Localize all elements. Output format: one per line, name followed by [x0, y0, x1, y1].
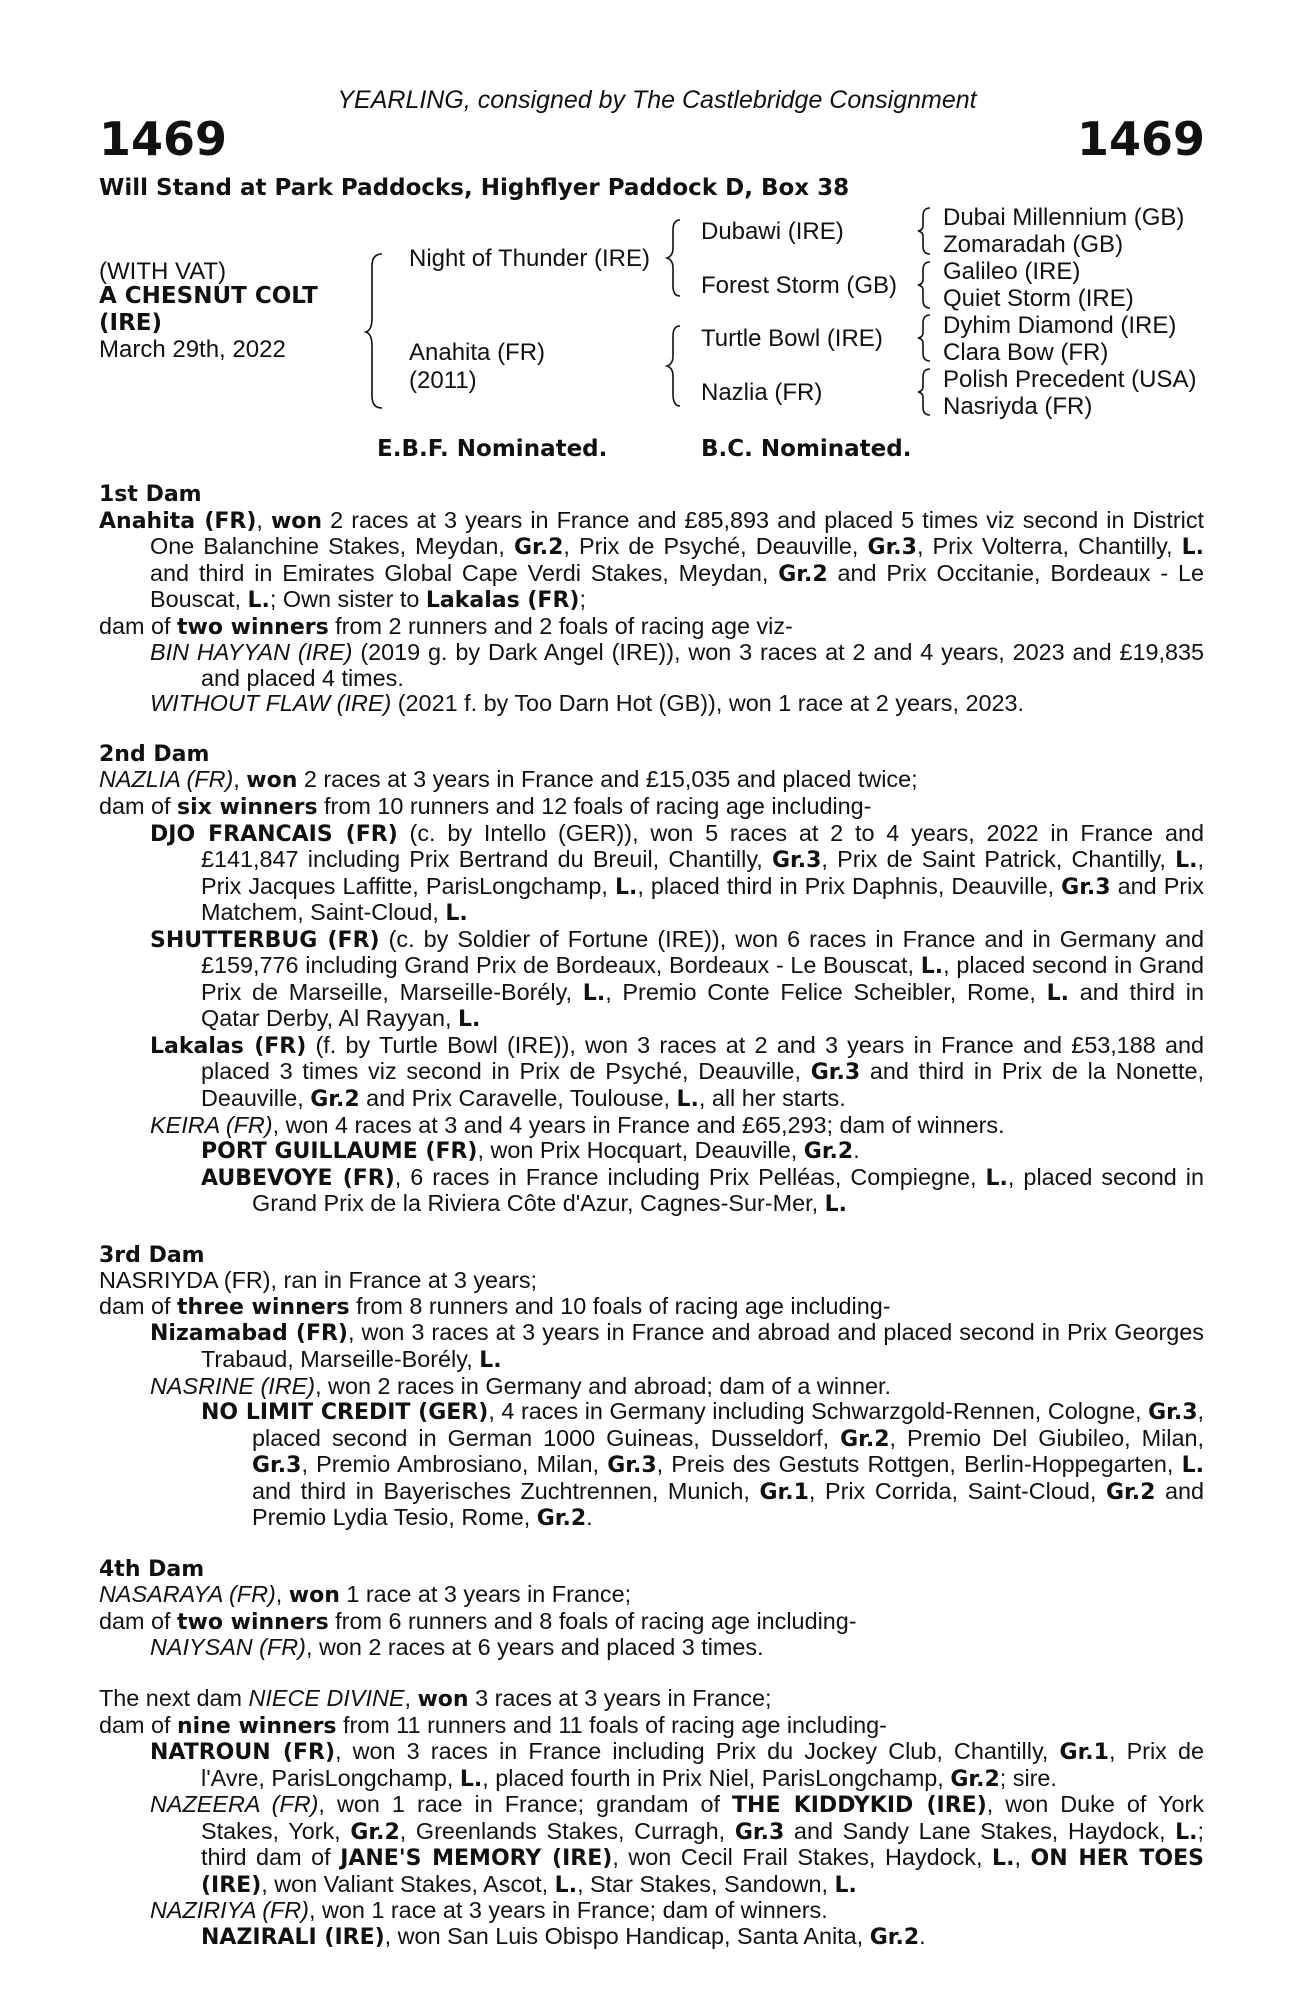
dam-record: NASRIYDA (FR), ran in France at 3 years;: [99, 1267, 538, 1294]
progeny-entry: Nizamabad (FR), won 3 races at 3 years in France and abroad and placed second in Prix Georges Trabaud, Marseille-Borély, L.: [150, 1319, 1204, 1373]
dam-record: The next dam NIECE DIVINE, won 3 races at 3 years in France;: [99, 1684, 772, 1712]
dam-record: NASARAYA (FR), won 1 race at 3 years in France;: [99, 1581, 632, 1609]
dam-name: Anahita (FR): [99, 508, 257, 534]
ggp-3: Galileo (IRE): [943, 258, 1081, 285]
dam-of-line: dam of three winners from 8 runners and 10 foals of racing age including-: [99, 1292, 891, 1320]
second-dam-section: [99, 742, 1204, 1218]
sire-name: Night of Thunder (IRE): [409, 245, 650, 272]
section-heading: 1st Dam: [99, 482, 202, 507]
bc-nomination: B.C. Nominated.: [701, 436, 912, 462]
ggp-8: Nasriyda (FR): [943, 393, 1093, 420]
dam-of-line: dam of two winners from 2 runners and 2 foals of racing age viz-: [99, 612, 793, 640]
fourth-dam-section: [99, 1557, 1204, 1661]
catalogue-body: [99, 482, 1204, 1950]
progeny-entry: NATROUN (FR), won 3 races in France including Prix du Jockey Club, Chantilly, Gr.1, Prix de l'Avre, ParisLongchamp, L., placed fourth in Prix Niel, ParisLongchamp, Gr.2; sire.: [150, 1738, 1204, 1792]
ggp-bracket-4: [917, 367, 935, 417]
sire-dam: Forest Storm (GB): [701, 272, 898, 299]
sire-line-bracket: [666, 218, 686, 298]
dam-of-line: dam of nine winners from 11 runners and 11 foals of racing age including-: [99, 1711, 887, 1739]
dam-of-line: dam of six winners from 10 runners and 12 foals of racing age including-: [99, 793, 872, 821]
section-heading: 2nd Dam: [99, 741, 210, 767]
stand-location: Will Stand at Park Paddocks, Highflyer Paddock D, Box 38: [99, 175, 850, 201]
sire-sire: Dubawi (IRE): [701, 218, 844, 245]
vat-status: (WITH VAT): [99, 258, 227, 285]
ggp-1: Dubai Millennium (GB): [943, 204, 1185, 231]
progeny-entry: NAZIRALI (IRE), won San Luis Obispo Handicap, Santa Anita, Gr.2.: [201, 1922, 926, 1950]
ggp-5: Dyhim Diamond (IRE): [943, 312, 1177, 339]
dam-sire: Turtle Bowl (IRE): [701, 325, 883, 352]
progeny-entry: NAIYSAN (FR), won 2 races at 6 years and placed 3 times.: [150, 1634, 764, 1661]
progeny-entry: AUBEVOYE (FR), 6 races in France including Prix Pelléas, Compiegne, L., placed second in Grand Prix de la Riviera Côte d'Azur, Cagnes-Sur-Mer, L.: [201, 1163, 1205, 1218]
ggp-6: Clara Bow (FR): [943, 339, 1109, 366]
ggp-bracket-3: [917, 313, 935, 363]
section-heading: 4th Dam: [99, 1556, 205, 1582]
ebf-nomination: E.B.F. Nominated.: [377, 436, 608, 462]
progeny-entry: WITHOUT FLAW (IRE) (2021 f. by Too Darn Hot (GB)), won 1 race at 2 years, 2023.: [150, 690, 1024, 717]
dam-name: Anahita (FR): [409, 339, 546, 366]
progeny-entry: NAZIRIYA (FR), won 1 race at 3 years in France; dam of winners.: [150, 1897, 828, 1924]
dam-line-bracket: [666, 324, 686, 408]
ggp-2: Zomaradah (GB): [943, 231, 1124, 258]
first-dam-section: [99, 482, 1204, 717]
dam-record: Anahita (FR), won 2 races at 3 years in France and £85,893 and placed 5 times viz second in District One Balanchine Stakes, Meydan, Gr.2, Prix de Psyché, Deauville, Gr.3, Prix Volterra, Chantilly, L. and third in Emirates Global Cape Verdi Stakes, Meydan, Gr.2 and Prix Occitanie, Bordeaux - Le Bouscat, L.; Own sister to Lakalas (FR);: [99, 506, 1205, 614]
progeny-entry: Lakalas (FR) (f. by Turtle Bowl (IRE)), won 3 races at 2 and 3 years in France and £53,188 and placed 3 times viz second in Prix de Psyché, Deauville, Gr.3 and third in Prix de la Nonette, Deauville, Gr.2 and Prix Caravelle, Toulouse, L., all her starts.: [150, 1031, 1205, 1113]
progeny-entry: SHUTTERBUG (FR) (c. by Soldier of Fortune (IRE)), won 6 races in France and in Germany and £159,776 including Grand Prix de Bordeaux, Bordeaux - Le Bouscat, L., placed second in Grand Prix de Marseille, Marseille-Borély, L., Premio Conte Felice Scheibler, Rome, L. and third in Qatar Derby, Al Rayyan, L.: [150, 925, 1205, 1033]
ggp-bracket-1: [917, 206, 935, 256]
lot-number-right: 1469: [1076, 112, 1205, 166]
progeny-entry: PORT GUILLAUME (FR), won Prix Hocquart, Deauville, Gr.2.: [201, 1137, 860, 1165]
ggp-7: Polish Precedent (USA): [943, 366, 1197, 393]
progeny-entry: NAZEERA (FR), won 1 race in France; grandam of THE KIDDYKID (IRE), won Duke of York Stakes, York, Gr.2, Greenlands Stakes, Curragh, Gr.3 and Sandy Lane Stakes, Haydock, L.; third dam of JANE'S MEMORY (IRE), won Cecil Frail Stakes, Haydock, L., ON HER TOES (IRE), won Valiant Stakes, Ascot, L., Star Stakes, Sandown, L.: [150, 1791, 1205, 1898]
ggp-bracket-2: [917, 260, 935, 310]
next-dam-section: [99, 1686, 1204, 1950]
third-dam-section: [99, 1243, 1204, 1532]
section-heading: 3rd Dam: [99, 1242, 205, 1268]
progeny-entry: NO LIMIT CREDIT (GER), 4 races in Germany including Schwarzgold-Rennen, Cologne, Gr.3, placed second in German 1000 Guineas, Dusseldorf, Gr.2, Premio Del Giubileo, Milan, Gr.3, Premio Ambrosiano, Milan, Gr.3, Preis des Gestuts Rottgen, Berlin-Hoppegarten, L. and third in Bayerisches Zuchtrennen, Munich, Gr.1, Prix Corrida, Saint-Cloud, Gr.2 and Premio Lydia Tesio, Rome, Gr.2.: [201, 1398, 1205, 1532]
progeny-entry: NASRINE (IRE), won 2 races in Germany and abroad; dam of a winner.: [150, 1372, 892, 1399]
dam-dam: Nazlia (FR): [701, 379, 823, 406]
dam-record: NAZLIA (FR), won 2 races at 3 years in France and £15,035 and placed twice;: [99, 766, 918, 794]
progeny-entry: KEIRA (FR), won 4 races at 3 and 4 years in France and £65,293; dam of winners.: [150, 1111, 1005, 1138]
consignment-line: YEARLING, consigned by The Castlebridge Consignment: [337, 86, 977, 114]
ggp-4: Quiet Storm (IRE): [943, 285, 1134, 312]
foaling-date: March 29th, 2022: [99, 336, 286, 363]
lot-number-left: 1469: [99, 112, 228, 166]
progeny-entry: BIN HAYYAN (IRE) (2019 g. by Dark Angel (IRE)), won 3 races at 2 and 4 years, 2023 and £19,835 and placed 4 times.: [150, 639, 1204, 691]
progeny-entry: DJO FRANCAIS (FR) (c. by Intello (GER)), won 5 races at 2 to 4 years, 2022 in France and £141,847 including Prix Bertrand du Breuil, Chantilly, Gr.3, Prix de Saint Patrick, Chantilly, L., Prix Jacques Laffitte, ParisLongchamp, L., placed third in Prix Daphnis, Deauville, Gr.3 and Prix Matchem, Saint-Cloud, L.: [150, 819, 1205, 927]
pedigree-bracket: [366, 252, 390, 410]
dam-of-line: dam of two winners from 6 runners and 8 foals of racing age including-: [99, 1607, 857, 1635]
horse-description: A CHESNUT COLT: [99, 283, 318, 309]
dam-foaled-year: (2011): [409, 367, 477, 394]
horse-breed-origin: (IRE): [99, 310, 163, 336]
